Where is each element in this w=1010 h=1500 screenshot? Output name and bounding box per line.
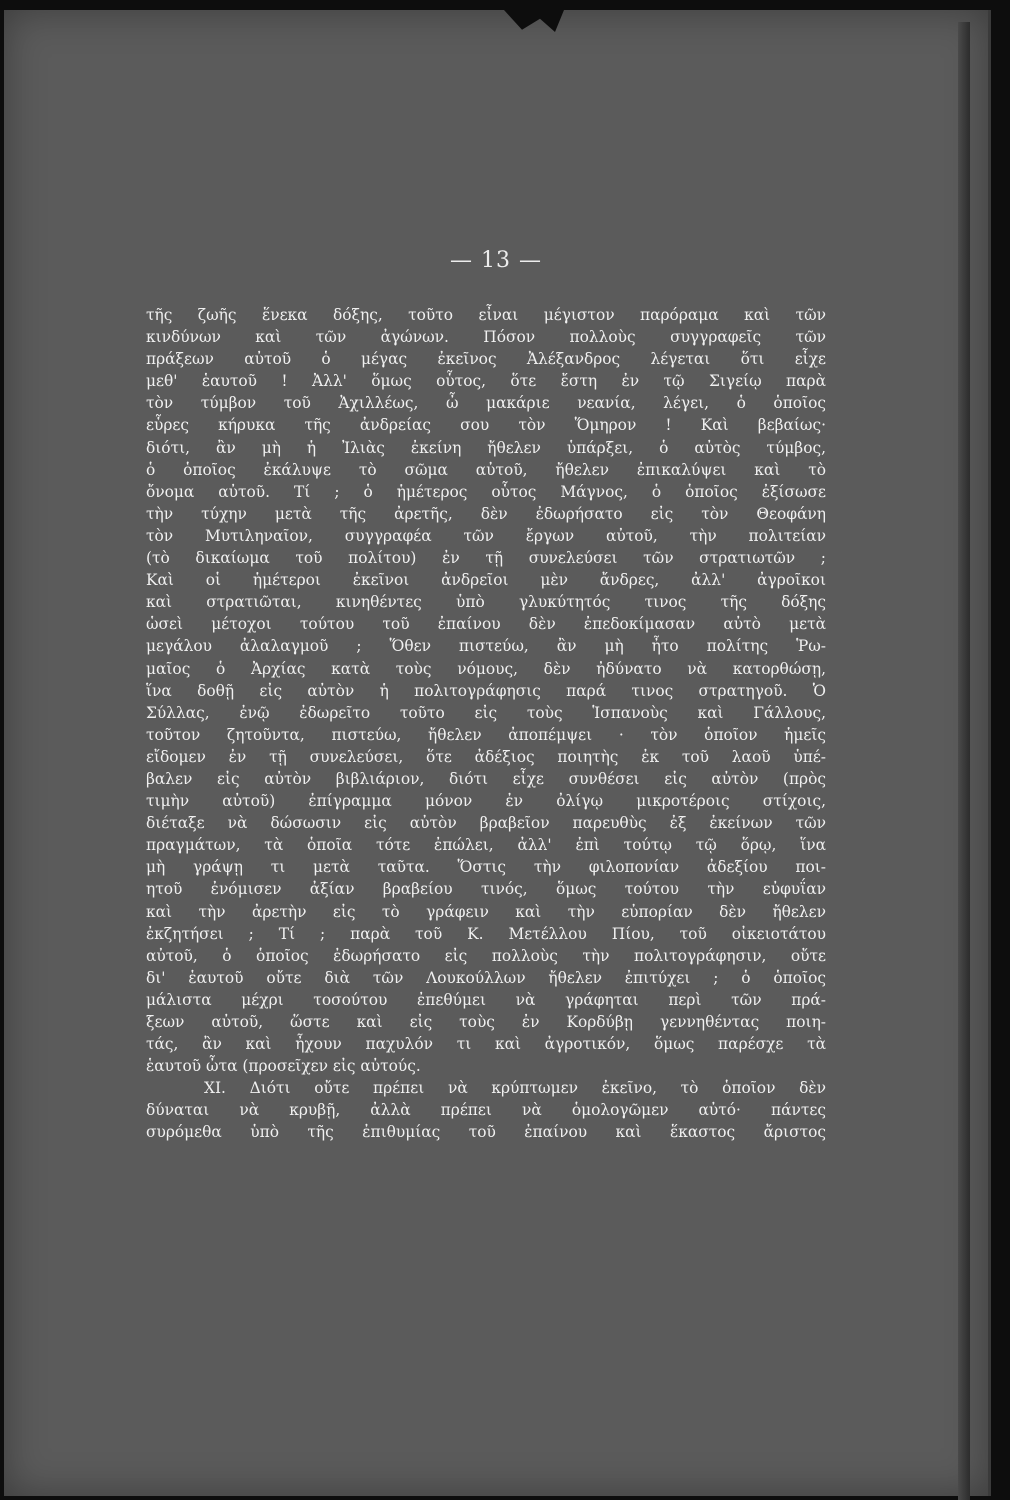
text-line: ὁ ὁποῖος ἐκάλυψε τὸ σῶμα αὐτοῦ, ἤθελεν ἐπικαλύψει καὶ τὸ xyxy=(146,460,826,479)
text-line: ἑαυτοῦ ὦτα (προσεῖχεν εἰς αὐτούς. xyxy=(146,1057,421,1076)
text-line: ὄνομα αὐτοῦ. Τί ; ὁ ἡμέτερος οὗτος Μάγνος, ὁ ὁποῖος ἐξίσωσε xyxy=(146,482,826,501)
text-line: τὴν τύχην μετὰ τῆς ἀρετῆς, δὲν ἐδωρήσατο εἰς τὸν Θεοφάνη xyxy=(146,504,826,523)
torn-top-edge xyxy=(504,10,564,32)
text-line: τῆς ζωῆς ἕνεκα δόξης, τοῦτο εἶναι μέγιστον παρόραμα καὶ τῶν xyxy=(146,306,826,324)
text-line: μάλιστα μέχρι τοσούτου ἐπεθύμει νὰ γράφηται περὶ τῶν πρά- xyxy=(146,990,826,1009)
text-line: διότι, ἂν μὴ ἡ Ἰλιὰς ἐκείνη ἤθελεν ὑπάρξει, ὁ αὐτὸς τύμβος, xyxy=(146,438,826,457)
text-line: μεγάλου ἀλαλαγμοῦ ; Ὅθεν πιστεύω, ἂν μὴ ἦτο πολίτης Ῥω- xyxy=(146,637,826,656)
text-line: Σύλλας, ἐνῷ ἐδωρεῖτο τοῦτο εἰς τοὺς Ἱσπανοὺς καὶ Γάλλους, xyxy=(146,703,826,722)
text-line: τὸν Μυτιληναῖον, συγγραφέα τῶν ἔργων αὐτοῦ, τὴν πολιτείαν xyxy=(146,526,826,545)
text-line: μεθ' ἑαυτοῦ ! Ἀλλ' ὅμως οὗτος, ὅτε ἔστη ἐν τῷ Σιγείῳ παρὰ xyxy=(146,372,826,391)
text-line: ἵνα δοθῇ εἰς αὐτὸν ἡ πολιτογράφησις παρά τινος στρατηγοῦ. Ὁ xyxy=(146,681,826,700)
text-line: ητοῦ ἐνόμισεν ἀξίαν βραβείου τινός, ὅμως τούτου τὴν εὐφυΐαν xyxy=(146,880,826,899)
section-heading-line: XI. Διότι οὔτε πρέπει νὰ κρύπτωμεν ἐκεῖνο, τὸ ὁποῖον δὲν xyxy=(204,1079,826,1098)
text-line: τιμὴν αὐτοῦ) ἐπίγραμμα μόνον ἐν ὀλίγῳ μικροτέροις στίχοις, xyxy=(146,792,826,811)
text-line: τὸν τύμβον τοῦ Ἀχιλλέως, ὦ μακάριε νεανία, λέγει, ὁ ὁποῖος xyxy=(146,394,826,413)
text-line: ἐκζητήσει ; Τί ; παρὰ τοῦ Κ. Μετέλλου Πίου, τοῦ οἰκειοτάτου xyxy=(146,924,826,943)
text-line: κινδύνων καὶ τῶν ἀγώνων. Πόσον πολλοὺς συγγραφεῖς τῶν xyxy=(146,328,826,347)
page-edge-shadow xyxy=(958,22,970,1500)
text-line: ξεων αὐτοῦ, ὥστε καὶ εἰς τοὺς ἐν Κορδύβῃ γεννηθέντας ποιη- xyxy=(146,1013,826,1031)
book-page xyxy=(4,10,991,1496)
text-line: ὡσεὶ μέτοχοι τούτου τοῦ ἐπαίνου δὲν ἐπεδοκίμασαν αὐτὸ μετὰ xyxy=(146,615,826,634)
text-line: πραγμάτων, τὰ ὁποῖα τότε ἐπώλει, ἀλλ' ἐπὶ τούτῳ τῷ ὅρῳ, ἵνα xyxy=(146,836,826,855)
text-line: καὶ τὴν ἀρετὴν εἰς τὸ γράφειν καὶ τὴν εὐπορίαν δὲν ἤθελεν xyxy=(146,902,826,921)
text-line: (τὸ δικαίωμα τοῦ πολίτου) ἐν τῇ συνελεύσει τῶν στρατιωτῶν ; xyxy=(146,549,826,568)
text-line: δύναται νὰ κρυβῇ, ἀλλὰ πρέπει νὰ ὁμολογῶμεν αὐτό· πάντες xyxy=(146,1101,826,1120)
text-line: διέταξε νὰ δώσωσιν εἰς αὐτὸν βραβεῖον παρευθὺς ἐξ ἐκείνων τῶν xyxy=(146,814,826,833)
text-line: συρόμεθα ὑπὸ τῆς ἐπιθυμίας τοῦ ἐπαίνου καὶ ἕκαστος ἄριστος xyxy=(146,1123,826,1142)
text-line: αὐτοῦ, ὁ ὁποῖος ἐδωρήσατο εἰς πολλοὺς τὴν πολιτογράφησιν, οὔτε xyxy=(146,946,826,965)
page-number: — 13 — xyxy=(450,248,542,273)
text-line: τάς, ἂν καὶ ἦχουν παχυλόν τι καὶ ἀγροτικόν, ὅμως παρέσχε τὰ xyxy=(146,1035,826,1054)
body-text xyxy=(146,304,826,1144)
text-line: εἴδομεν ἐν τῇ συνελεύσει, ὅτε ἀδέξιος ποιητὴς ἐκ τοῦ λαοῦ ὑπέ- xyxy=(146,747,826,766)
text-line: πράξεων αὐτοῦ ὁ μέγας ἐκεῖνος Ἀλέξανδρος λέγεται ὅτι εἶχε xyxy=(146,350,826,369)
text-line: τοῦτον ζητοῦντα, πιστεύω, ἤθελεν ἀποπέμψει · τὸν ὁποῖον ἡμεῖς xyxy=(146,725,826,744)
text-line: βαλεν εἰς αὐτὸν βιβλιάριον, διότι εἶχε συνθέσει εἰς αὐτὸν (πρὸς xyxy=(146,769,826,788)
text-line: καὶ στρατιῶται, κινηθέντες ὑπὸ γλυκύτητός τινος τῆς δόξης xyxy=(146,593,826,612)
text-line: δι' ἑαυτοῦ οὔτε διὰ τῶν Λουκούλλων ἤθελεν ἐπιτύχει ; ὁ ὁποῖος xyxy=(146,968,826,987)
text-line: μαῖος ὁ Ἀρχίας κατὰ τοὺς νόμους, δὲν ἠδύνατο νὰ κατορθώσῃ, xyxy=(146,659,826,678)
text-line: Καὶ οἱ ἡμέτεροι ἐκεῖνοι ἀνδρεῖοι μὲν ἄνδρες, ἀλλ' ἀγροῖκοι xyxy=(146,571,826,590)
text-line: εὗρες κήρυκα τῆς ἀνδρείας σου τὸν Ὅμηρον ! Καὶ βεβαίως· xyxy=(146,416,826,435)
text-line: μὴ γράψῃ τι μετὰ ταῦτα. Ὅστις τὴν φιλοπονίαν ἀδεξίου ποι- xyxy=(146,858,826,877)
